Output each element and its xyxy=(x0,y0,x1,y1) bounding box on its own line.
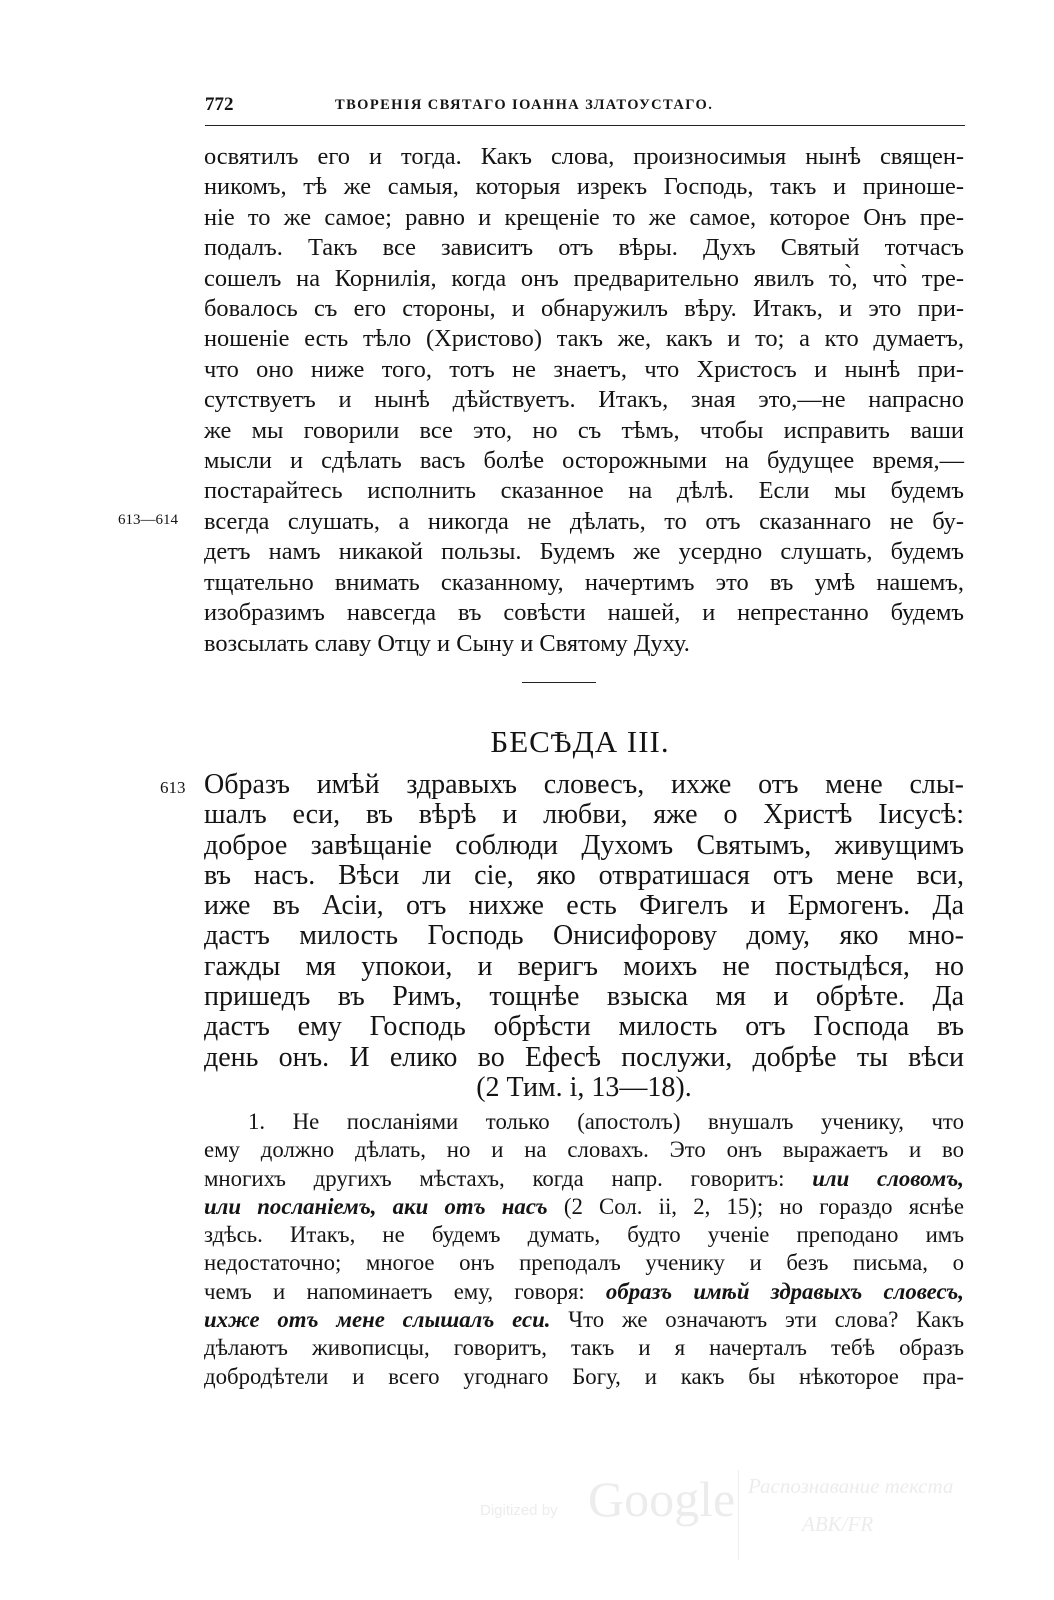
text-line: возсылать славу Отцу и Сыну и Святому Духу. xyxy=(204,629,690,657)
text-line: что оно ниже того, тотъ не знаетъ, что Христосъ и нынѣ при- xyxy=(204,355,964,383)
margin-reference: 613—614 xyxy=(118,512,178,528)
section-divider xyxy=(522,682,596,683)
text-line: сутствуетъ и нынѣ дѣйствуетъ. Итакъ, зная это,—не напрасно xyxy=(204,386,964,414)
scripture-line: день онъ. И елико во Ефесѣ послужи, добрѣе ты вѣси xyxy=(204,1041,964,1073)
text-line: детъ намъ никакой пользы. Будемъ же усердно слушать, будемъ xyxy=(204,538,964,566)
text-run: Что же означаютъ эти слова? Какъ xyxy=(550,1307,964,1333)
italic-quote: или словомъ, xyxy=(812,1165,964,1191)
running-title: ТВОРЕНІЯ СВЯТАГО ІОАННА ЗЛАТОУСТАГО. xyxy=(335,97,714,113)
watermark-google-logo: Google xyxy=(588,1471,736,1527)
text-line: ему должно дѣлать, но и на словахъ. Это онъ выражаетъ и во xyxy=(204,1137,964,1163)
scripture-line: въ насъ. Вѣси ли сіе, яко отвратишася отъ мене вси, xyxy=(204,859,964,891)
text-line: никомъ, тѣ же самыя, которыя изрекъ Господь, такъ и приноше- xyxy=(204,173,964,201)
italic-quote: ихже отъ мене слышалъ еси. xyxy=(204,1307,551,1333)
section-title: БЕСѢДА III. xyxy=(490,724,670,759)
header-rule xyxy=(205,125,965,126)
text-line xyxy=(204,1306,964,1334)
text-line xyxy=(204,1193,964,1221)
text-line: же мы говорили все это, но съ тѣмъ, чтобы исправить ваши xyxy=(204,416,964,444)
text-line: всегда слушать, а никогда не дѣлать, то отъ сказаннаго не бу- xyxy=(204,507,964,535)
scripture-line: дастъ ему Господь обрѣсти милость отъ Господа въ xyxy=(204,1011,964,1043)
text-run: (2 Сол. іі, 2, 15); но гораздо яснѣе xyxy=(547,1193,964,1219)
italic-quote: образъ имѣй здравыхъ словесъ, xyxy=(605,1278,964,1304)
scripture-line: доброе завѣщаніе соблюди Духомъ Святымъ, живущимъ xyxy=(204,829,964,861)
text-line: постарайтесь исполнить сказанное на дѣлѣ. Если мы будемъ xyxy=(204,477,964,505)
text-line: сошелъ на Корнилія, когда онъ предварительно явилъ то̀, что̀ тре- xyxy=(204,264,964,292)
page-number: 772 xyxy=(205,94,234,115)
scripture-reference: (2 Тим. і, 13—18). xyxy=(476,1071,692,1103)
commentary-paragraph xyxy=(204,1108,964,1391)
text-line: дѣлаютъ живописцы, говоритъ, такъ и я начерталъ тебѣ образъ xyxy=(204,1335,964,1361)
text-run: чемъ и напоминаетъ ему, говоря: xyxy=(204,1278,606,1304)
text-line: здѣсь. Итакъ, не будемъ думать, будто ученіе преподано имъ xyxy=(204,1222,964,1248)
text-run: многихъ другихъ мѣстахъ, когда напр. говоритъ: xyxy=(204,1165,813,1191)
watermark-digitized-text: Digitized by xyxy=(480,1502,558,1519)
watermark-recognition-text: Распознавание текста xyxy=(748,1474,954,1498)
scripture-line: дастъ милость Господь Онисифорову дому, яко мно- xyxy=(204,920,964,952)
text-line: 1. Не посланіями только (апостолъ) внушалъ ученику, что xyxy=(248,1109,964,1134)
watermark-abkfr-text: ABK/FR xyxy=(802,1512,874,1536)
text-line xyxy=(204,1278,964,1306)
scripture-line: шалъ еси, въ вѣрѣ и любви, яже о Христѣ Іисусѣ: xyxy=(204,799,964,831)
scripture-line: иже въ Асіи, отъ нихже есть Фигелъ и Ермогенъ. Да xyxy=(204,890,964,922)
text-line: тщательно внимать сказанному, начертимъ это въ умѣ нашемъ, xyxy=(204,568,964,596)
text-line: подалъ. Такъ все зависитъ отъ вѣры. Духъ Святый тотчасъ xyxy=(204,234,964,262)
scripture-line: пришедъ въ Римъ, тощнѣе взыска мя и обрѣте. Да xyxy=(204,981,964,1013)
text-line: недостаточно; многое онъ преподалъ ученику и безъ письма, о xyxy=(204,1250,964,1276)
scripture-line: Образъ имѣй здравыхъ словесъ, ихже отъ мене слы- xyxy=(204,769,964,800)
margin-reference: 613 xyxy=(160,778,186,797)
italic-quote: или посланіемъ, аки отъ насъ xyxy=(204,1193,548,1219)
digitization-watermark xyxy=(480,1470,1000,1570)
text-line: ношеніе есть тѣло (Христово) такъ же, какъ и то; а кто думаетъ, xyxy=(204,325,964,353)
text-line: освятилъ его и тогда. Какъ слова, произносимыя нынѣ священ- xyxy=(204,143,964,170)
scripture-line: гажды мя упокои, и веригъ моихъ не постыдѣся, но xyxy=(204,950,964,982)
text-line: добродѣтели и всего угоднаго Богу, и какъ бы нѣкоторое пра- xyxy=(204,1363,964,1389)
scripture-passage xyxy=(204,770,964,1103)
running-header xyxy=(205,94,963,122)
text-line: бовалось съ его стороны, и обнаружилъ вѣру. Итакъ, и это при- xyxy=(204,295,964,323)
watermark-separator xyxy=(738,1470,739,1560)
text-line xyxy=(204,1165,964,1193)
text-line: ніе то же самое; равно и крещеніе то же самое, которое Онъ пре- xyxy=(204,203,964,231)
text-line: изобразимъ навсегда въ совѣсти нашей, и непрестанно будемъ xyxy=(204,599,964,627)
text-line: мысли и сдѣлать васъ болѣе осторожными на будущее время,— xyxy=(204,447,964,475)
paragraph-continued xyxy=(204,142,964,659)
